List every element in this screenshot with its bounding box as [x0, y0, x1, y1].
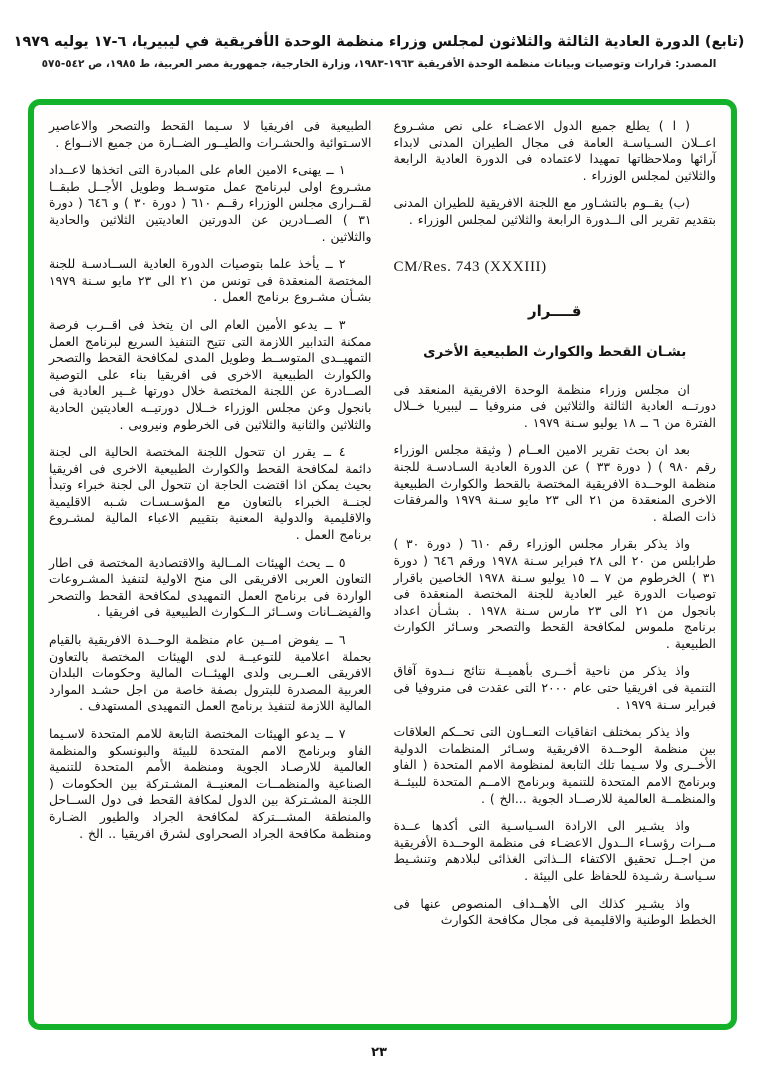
preamble-paragraph: ان مجلس وزراء منظمة الوحدة الافريقية المنعقد فى دورتــه العادية الثالثة والثلاثين فى منروفيا ــ ليبيريا خــلال الفترة من ٦ ــ ١٨ يوليو سـنة ١٩٧٩ . — [393, 381, 716, 430]
two-column-layout — [34, 105, 731, 1024]
header-session-line: (تابع) الدورة العادية الثالثة والثلاثون لمجلس وزراء منظمة الوحدة الأفريقية في ليبيريا، ٦-١٧ يوليه ١٩٧٩ — [13, 34, 745, 50]
resolution-id: CM/Res. 743 (XXXIII) — [393, 258, 547, 275]
preamble-paragraph: واذ يشـير كذلك الى الأهــداف المنصوص عنها فى الخطط الوطنية والاقليمية فى مجال مكافحة الكوارث — [393, 895, 716, 928]
document-frame — [28, 99, 737, 1030]
resolution-subtitle: بشـان القحط والكوارث الطبيعية الأخرى — [423, 343, 687, 360]
preamble-paragraph: واذ يذكر بقرار مجلس الوزراء رقم ٦١٠ ( دورة ٣٠ ) طرابلس من ٢٠ الى ٢٨ فبراير سـنة ١٩٧٨ ورقم ٦٤٦ ( دورة ٣١ ) الخرطوم من ٧ ــ ١٥ يوليو سـنة ١٩٧٨ الخاصين باقرار توصيات الدورة غير العادية للجنة المختصة المنعقدة فى بانجول من ٢١ الى ٢٣ مارس سـنة ١٩٧٨ . بشـأن اعداد برنامج ملموس لمكافحة القحط والتصحر وسـائر الكوارث الطبيعية . — [393, 536, 716, 651]
preamble-paragraph: واذ يذكر من ناحية أخــرى بأهميــة نتائج نــدوة آفاق التنمية فى افريقيا حتى عام ٢٠٠٠ التى عقدت فى منروفيا فى فبراير سـنة ١٩٧٩ . — [393, 663, 716, 712]
operative-paragraph-4: ٤ ــ يقرر ان تتحول اللجنة المختصة الحالية الى لجنة دائمة لمكافحة القحط والكوارث الطبيعية الاخرى فى افريقيا بحيث يمكن اذا اقتضت الحاجة ان تتحول الى لجنة خبراء وتبدأ لجنــة الخبراء بالتعاون مع المؤسـسـات شـبه الاقليمية والاقليمية والدولية المعنية بتقييم الاعباء المالية لمشـروع برنامج العمل . — [49, 444, 372, 543]
operative-paragraph-6: ٦ ــ يفوض امــين عام منظمة الوحــدة الافريقية بالقيام بحملة اعلامية للتوعيــة لدى الهيئات المختصة بالتعاون الافريقى العــربى ولدى الهيئــات المالية وحكومات البلدان العربية المصدرة للبترول بصفة خاصة من اجل حشـد الموارد المالية اللازمة لتنفيذ برنامج العمل التمهيدى المستهدف . — [49, 632, 372, 714]
page-header — [0, 34, 758, 70]
continuation-paragraph: الطبيعية فى افريقيا لا سـيما القحط والتصحر والاعاصير الاسـتوائية والحشـرات والطيــور الضــارة من جميع الانــواع . — [49, 118, 372, 150]
column-right — [394, 118, 717, 1014]
paragraph-item-a: ( ا ) يطلع جميع الدول الاعضـاء على نص مشـروع اعــلان السـياسـة العامة فى مجال الطيران المدنى لابداء آرائها وملاحظاتها تمهيدا لاعتماده فى الدورة العادية الرابعة والثلاثين لمجلس الوزراء . — [393, 118, 716, 183]
header-source-line: المصدر: قرارات وتوصيات وبيانات منظمة الوحدة الأفريقية ١٩٦٣-١٩٨٣، وزارة الخارجية، جمهورية مصر العربية، ط ١٩٨٥، ص ٥٤٢-٥٧٥ — [41, 58, 717, 70]
column-left — [49, 118, 372, 1014]
operative-paragraph-2: ٢ ــ يأخذ علما بتوصيات الدورة العادية الســادسـة للجنة المختصة المنعقدة فى تونس من ٢١ الى ٢٣ مايو سـنة ١٩٧٩ بشـأن مشـروع برنامج العمل . — [49, 256, 372, 305]
preamble-paragraph: واذ يشـير الى الارادة السـياسـية التى أكدها عــدة مــرات رؤسـاء الــدول الاعضـاء فى منظمة الوحــدة الأفريقية من اجــل تحقيق الاكتفاء الــذاتى الغذائى لبلادهم وتنشـيط سـياسـة رشـيدة للحفاظ على البيئة . — [393, 818, 716, 883]
preamble-paragraph: واذ يذكر بمختلف اتفاقيات التعــاون التى تحــكم العلاقات بين منظمة الوحــدة الافريقية وسـائر المنظمات الدولية الأخــرى ولا سـيما تلك التابعة لمنظومة الامم المتحدة ( الفاو وبرنامج الامم المتحدة للتنمية وبرنامج الامــم المتحدة للبيئــة والمنظمــة العالمية للارصــاد الجوية ...الخ ) . — [393, 724, 716, 806]
operative-paragraph-5: ٥ ــ يحث الهيئات المــالية والاقتصادية المختصة فى اطار التعاون العربى الافريقى الى منح الاولية لتنفيذ المشـروعات الواردة فى برنامج العمل التمهيدى لمكافحة القحط والتصحر والفيضــانات وســائر الــكوارث الطبيعية فى افريقيا . — [49, 554, 372, 620]
operative-paragraph-7: ٧ ــ يدعو الهيئات المختصة التابعة للامم المتحدة لاسـيما الفاو وبرنامج الامم المتحدة للبيئة والبونسكو والمنظمة العالمية للارصـاد الجوية ومنظمة الأمم المتحدة للتنمية الصناعية والمنظمــات المعنيــة المشـتركة بين الحكومات ( اللجنة المشـتركة بين الدول لمكافة القحط فى دول الســاحل والمنطقة المشـــتركة لمكافحة الجراد والطيور الضـارة ومنظمة مكافحة الجراد الصحراوى لشرق افريقيا .. الخ . — [49, 726, 372, 841]
operative-paragraph-1: ١ ــ يهنىء الامين العام على المبادرة التى اتخذها لاعــداد مشـروع اولى لبرنامج عمل متوسـط وطويل الأجــل طبقــا لقــرارى مجلس الوزراء رقــم ٦١٠ ( دورة ٣٠ ) و ٦٤٦ ( دورة ٣١ ) الصــادرين عن الدورتين العاديتين الثلاثين والحادية والثلاثين . — [49, 162, 372, 244]
paragraph-item-b: (ب) يقــوم بالتشـاور مع اللجنة الافريقية للطيران المدنى بتقديم تقرير الى الــدورة الرابعة والثلاثين لمجلس الوزراء . — [393, 195, 716, 227]
operative-paragraph-3: ٣ ــ يدعو الأمين العام الى ان يتخذ فى اقــرب فرصة ممكنة التدابير اللازمة التى تتيح التنفيذ السريع لبرنامج العمل التمهيــدى المتوســط وطويل المدى لمكافحة القحط والتصحر والكوارث الطبيعية الاخرى فى افريقيا بناء على التوصية الصــادرة عن اللجنة المختصة خلال دورتها غــير العادية فى بانجول وعن مجلس الوزراء خــلال دورتيــه العاديتين الحادية والثلاثين والثانية والثلاثين فى الخرطوم ونيروبى . — [49, 316, 372, 432]
resolution-title: قــــرار — [528, 301, 582, 320]
preamble-paragraph: بعد ان بحث تقرير الامين العــام ( وثيقة مجلس الوزراء رقم ٩٨٠ ) ( دورة ٣٣ ) عن الدورة العادية السـادسـة للجنة منظمة الوحــدة الافريقية المختصة بالقحط والكوارث الطبيعية الاخرى المنعقدة من ٢١ الى ٢٣ مايو سـنة ١٩٧٩ والمرفقات ذات الصلة . — [393, 442, 716, 524]
page-number: ٢٣ — [371, 1045, 387, 1060]
